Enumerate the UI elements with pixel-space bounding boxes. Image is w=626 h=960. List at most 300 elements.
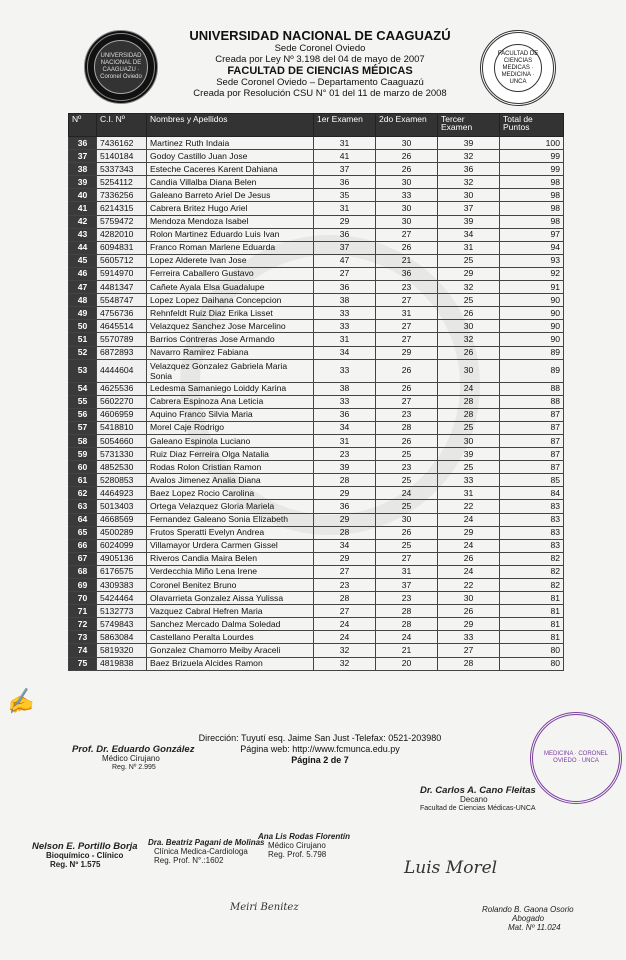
row-exam-3: 24 bbox=[438, 565, 500, 578]
row-total: 88 bbox=[500, 382, 564, 395]
row-ci: 5731330 bbox=[97, 448, 147, 461]
row-exam-1: 37 bbox=[314, 163, 376, 176]
table-row bbox=[69, 176, 564, 189]
row-number: 60 bbox=[69, 461, 97, 474]
table-body bbox=[69, 137, 564, 671]
signature-block-portillo bbox=[32, 842, 138, 869]
header-line-1: Sede Coronel Oviedo bbox=[274, 43, 366, 54]
row-exam-3: 22 bbox=[438, 500, 500, 513]
row-ci: 6094831 bbox=[97, 241, 147, 254]
row-exam-2: 26 bbox=[376, 241, 438, 254]
table-row bbox=[69, 395, 564, 408]
row-name: Velazquez Sanchez Jose Marcelino bbox=[147, 320, 314, 333]
row-exam-2: 30 bbox=[376, 176, 438, 189]
row-exam-3: 24 bbox=[438, 382, 500, 395]
row-exam-3: 29 bbox=[438, 267, 500, 280]
row-exam-2: 25 bbox=[376, 474, 438, 487]
row-exam-2: 28 bbox=[376, 618, 438, 631]
row-total: 97 bbox=[500, 228, 564, 241]
signature-unit: Facultad de Ciencias Médicas-UNCA bbox=[420, 805, 536, 812]
row-exam-1: 29 bbox=[314, 215, 376, 228]
row-exam-3: 30 bbox=[438, 592, 500, 605]
row-number: 70 bbox=[69, 592, 97, 605]
row-ci: 6024099 bbox=[97, 539, 147, 552]
row-exam-3: 32 bbox=[438, 333, 500, 346]
row-name: Ledesma Samaniego Loiddy Karina bbox=[147, 382, 314, 395]
row-exam-2: 27 bbox=[376, 320, 438, 333]
row-total: 90 bbox=[500, 294, 564, 307]
row-exam-3: 32 bbox=[438, 150, 500, 163]
row-exam-1: 24 bbox=[314, 618, 376, 631]
row-total: 89 bbox=[500, 346, 564, 359]
row-number: 37 bbox=[69, 150, 97, 163]
signature-name: Ana Lis Rodas Florentín bbox=[258, 832, 351, 841]
row-exam-2: 26 bbox=[376, 434, 438, 447]
row-exam-1: 28 bbox=[314, 592, 376, 605]
row-ci: 6176575 bbox=[97, 565, 147, 578]
table-row bbox=[69, 215, 564, 228]
row-ci: 4464923 bbox=[97, 487, 147, 500]
row-number: 63 bbox=[69, 500, 97, 513]
row-ci: 4309383 bbox=[97, 579, 147, 592]
row-ci: 5602270 bbox=[97, 395, 147, 408]
row-number: 44 bbox=[69, 241, 97, 254]
col-header-exam-1: 1er Examen bbox=[314, 114, 376, 137]
row-exam-1: 29 bbox=[314, 487, 376, 500]
row-total: 87 bbox=[500, 434, 564, 447]
row-exam-2: 33 bbox=[376, 189, 438, 202]
row-exam-2: 23 bbox=[376, 461, 438, 474]
row-total: 99 bbox=[500, 163, 564, 176]
row-exam-3: 25 bbox=[438, 461, 500, 474]
row-ci: 4819838 bbox=[97, 657, 147, 670]
row-total: 82 bbox=[500, 565, 564, 578]
table-row bbox=[69, 382, 564, 395]
handwritten-name-morel: Luis Morel bbox=[404, 858, 498, 878]
table-row bbox=[69, 333, 564, 346]
row-total: 94 bbox=[500, 241, 564, 254]
signature-reg: Reg. Nº 2.995 bbox=[112, 764, 156, 771]
row-exam-1: 34 bbox=[314, 539, 376, 552]
row-number: 56 bbox=[69, 408, 97, 421]
footer-web: Página web: http://www.fcmunca.edu.py bbox=[240, 744, 400, 754]
row-ci: 5254112 bbox=[97, 176, 147, 189]
table-row bbox=[69, 163, 564, 176]
col-header-name: Nombres y Apellidos bbox=[147, 114, 314, 137]
row-name: Lopez Lopez Daihana Concepcion bbox=[147, 294, 314, 307]
row-number: 75 bbox=[69, 657, 97, 670]
table-row bbox=[69, 294, 564, 307]
signature-name: Dr. Carlos A. Cano Fleitas bbox=[420, 785, 536, 796]
table-row bbox=[69, 579, 564, 592]
row-number: 69 bbox=[69, 579, 97, 592]
document-header bbox=[160, 28, 480, 99]
table-row bbox=[69, 320, 564, 333]
handwritten-signature-left: ✍ bbox=[3, 687, 36, 718]
row-exam-3: 29 bbox=[438, 618, 500, 631]
row-name: Galeano Barreto Ariel De Jesus bbox=[147, 189, 314, 202]
row-ci: 5337343 bbox=[97, 163, 147, 176]
row-ci: 4606959 bbox=[97, 408, 147, 421]
table-row bbox=[69, 448, 564, 461]
row-total: 81 bbox=[500, 605, 564, 618]
signature-title: Clínica Medica-Cardiologa bbox=[154, 847, 248, 856]
row-exam-1: 33 bbox=[314, 320, 376, 333]
faculty-stamp-purple bbox=[530, 712, 622, 804]
row-exam-2: 21 bbox=[376, 644, 438, 657]
row-ci: 4905136 bbox=[97, 552, 147, 565]
signature-block-gaona bbox=[482, 905, 574, 932]
col-header-exam-2: 2do Examen bbox=[376, 114, 438, 137]
signature-reg: Reg. Nº 1.575 bbox=[50, 860, 101, 869]
row-ci: 5605712 bbox=[97, 254, 147, 267]
university-seal-logo bbox=[84, 30, 158, 104]
row-exam-3: 26 bbox=[438, 307, 500, 320]
row-name: Baez Lopez Rocio Carolina bbox=[147, 487, 314, 500]
signature-reg: Reg. Prof. 5.798 bbox=[268, 850, 327, 859]
row-total: 80 bbox=[500, 644, 564, 657]
row-number: 50 bbox=[69, 320, 97, 333]
row-exam-1: 47 bbox=[314, 254, 376, 267]
row-exam-1: 29 bbox=[314, 552, 376, 565]
table-row bbox=[69, 408, 564, 421]
row-number: 43 bbox=[69, 228, 97, 241]
row-total: 83 bbox=[500, 539, 564, 552]
footer-address: Dirección: Tuyutí esq. Jaime San Just -Telefax: 0521-203980 bbox=[198, 733, 442, 743]
row-number: 36 bbox=[69, 137, 97, 150]
table-row bbox=[69, 267, 564, 280]
table-row bbox=[69, 189, 564, 202]
row-exam-2: 29 bbox=[376, 346, 438, 359]
row-exam-2: 26 bbox=[376, 150, 438, 163]
signature-name: Prof. Dr. Eduardo González bbox=[72, 744, 195, 755]
row-exam-1: 24 bbox=[314, 631, 376, 644]
row-number: 62 bbox=[69, 487, 97, 500]
row-ci: 4625536 bbox=[97, 382, 147, 395]
row-name: Navarro Ramirez Fabiana bbox=[147, 346, 314, 359]
row-ci: 4645514 bbox=[97, 320, 147, 333]
row-exam-1: 27 bbox=[314, 605, 376, 618]
table-row bbox=[69, 421, 564, 434]
row-number: 61 bbox=[69, 474, 97, 487]
signature-title: Decano bbox=[460, 795, 488, 804]
row-exam-2: 36 bbox=[376, 267, 438, 280]
row-ci: 5418810 bbox=[97, 421, 147, 434]
row-exam-1: 31 bbox=[314, 202, 376, 215]
row-name: Mendoza Mendoza Isabel bbox=[147, 215, 314, 228]
row-exam-3: 25 bbox=[438, 421, 500, 434]
row-total: 87 bbox=[500, 421, 564, 434]
row-exam-1: 33 bbox=[314, 395, 376, 408]
page-number: Página 2 de 7 bbox=[291, 755, 349, 765]
row-exam-3: 26 bbox=[438, 605, 500, 618]
signature-block-cano bbox=[420, 786, 536, 813]
row-ci: 6872893 bbox=[97, 346, 147, 359]
results-table-container bbox=[68, 113, 563, 671]
signature-block-pagani bbox=[148, 838, 264, 865]
signature-name: Dra. Beatriz Pagani de Molinas bbox=[148, 838, 265, 847]
row-ci: 5013403 bbox=[97, 500, 147, 513]
row-total: 81 bbox=[500, 592, 564, 605]
row-exam-1: 31 bbox=[314, 333, 376, 346]
row-exam-2: 27 bbox=[376, 228, 438, 241]
row-name: Barrios Contreras Jose Armando bbox=[147, 333, 314, 346]
row-exam-1: 36 bbox=[314, 176, 376, 189]
row-total: 89 bbox=[500, 359, 564, 382]
table-row bbox=[69, 137, 564, 150]
row-total: 82 bbox=[500, 579, 564, 592]
table-row bbox=[69, 605, 564, 618]
row-ci: 5140184 bbox=[97, 150, 147, 163]
row-exam-2: 23 bbox=[376, 281, 438, 294]
col-header-total: Total de Puntos bbox=[500, 114, 564, 137]
table-row bbox=[69, 644, 564, 657]
row-name: Cabrera Britez Hugo Ariel bbox=[147, 202, 314, 215]
row-name: Rehnfeldt Ruiz Diaz Erika Lisset bbox=[147, 307, 314, 320]
row-total: 85 bbox=[500, 474, 564, 487]
header-line-3: Sede Coronel Oviedo – Departamento Caaguazú bbox=[216, 77, 424, 88]
row-exam-2: 27 bbox=[376, 294, 438, 307]
row-exam-2: 26 bbox=[376, 526, 438, 539]
table-row bbox=[69, 241, 564, 254]
row-exam-2: 25 bbox=[376, 539, 438, 552]
row-exam-3: 24 bbox=[438, 539, 500, 552]
university-name: UNIVERSIDAD NACIONAL DE CAAGUAZÚ bbox=[189, 28, 451, 43]
table-row bbox=[69, 307, 564, 320]
row-exam-2: 26 bbox=[376, 382, 438, 395]
row-total: 83 bbox=[500, 513, 564, 526]
row-name: Cabrera Espinoza Ana Leticia bbox=[147, 395, 314, 408]
row-name: Riveros Candia Maira Belen bbox=[147, 552, 314, 565]
row-exam-3: 34 bbox=[438, 228, 500, 241]
row-number: 38 bbox=[69, 163, 97, 176]
row-number: 66 bbox=[69, 539, 97, 552]
row-exam-2: 21 bbox=[376, 254, 438, 267]
row-exam-3: 30 bbox=[438, 434, 500, 447]
row-total: 93 bbox=[500, 254, 564, 267]
row-exam-1: 27 bbox=[314, 565, 376, 578]
row-exam-3: 36 bbox=[438, 163, 500, 176]
signature-block-rodas bbox=[258, 832, 350, 859]
row-exam-1: 29 bbox=[314, 513, 376, 526]
signature-block-gonzalez bbox=[72, 745, 194, 772]
row-number: 59 bbox=[69, 448, 97, 461]
row-name: Castellano Peralta Lourdes bbox=[147, 631, 314, 644]
seal-left-text: UNIVERSIDAD NACIONAL DE CAAGUAZU · Coronel Oviedo bbox=[100, 53, 142, 80]
table-row bbox=[69, 202, 564, 215]
row-number: 52 bbox=[69, 346, 97, 359]
row-ci: 7336256 bbox=[97, 189, 147, 202]
row-name: Martinez Ruth Indaia bbox=[147, 137, 314, 150]
row-number: 58 bbox=[69, 434, 97, 447]
row-name: Olavarrieta Gonzalez Aissa Yulissa bbox=[147, 592, 314, 605]
row-exam-2: 27 bbox=[376, 333, 438, 346]
table-row bbox=[69, 228, 564, 241]
row-exam-3: 32 bbox=[438, 281, 500, 294]
signature-reg: Reg. Prof. N°.:1602 bbox=[154, 856, 224, 865]
row-number: 64 bbox=[69, 513, 97, 526]
row-exam-2: 27 bbox=[376, 395, 438, 408]
row-name: Baez Brizuela Alcides Ramon bbox=[147, 657, 314, 670]
row-number: 73 bbox=[69, 631, 97, 644]
row-exam-1: 23 bbox=[314, 448, 376, 461]
row-name: Cañete Ayala Elsa Guadalupe bbox=[147, 281, 314, 294]
col-header-exam-3: Tercer Examen bbox=[438, 114, 500, 137]
row-number: 45 bbox=[69, 254, 97, 267]
row-exam-2: 37 bbox=[376, 579, 438, 592]
row-number: 51 bbox=[69, 333, 97, 346]
row-total: 92 bbox=[500, 267, 564, 280]
table-row bbox=[69, 552, 564, 565]
row-total: 83 bbox=[500, 526, 564, 539]
row-number: 39 bbox=[69, 176, 97, 189]
row-ci: 4756736 bbox=[97, 307, 147, 320]
row-exam-1: 39 bbox=[314, 461, 376, 474]
row-exam-1: 31 bbox=[314, 137, 376, 150]
row-name: Godoy Castillo Juan Jose bbox=[147, 150, 314, 163]
row-number: 67 bbox=[69, 552, 97, 565]
table-row bbox=[69, 281, 564, 294]
signature-reg: Mat. Nº 11.024 bbox=[508, 923, 561, 932]
row-ci: 5570789 bbox=[97, 333, 147, 346]
row-total: 98 bbox=[500, 189, 564, 202]
row-total: 90 bbox=[500, 307, 564, 320]
row-name: Lopez Alderete Ivan Jose bbox=[147, 254, 314, 267]
signature-title: Bioquímico - Clínico bbox=[46, 851, 124, 860]
row-ci: 5424464 bbox=[97, 592, 147, 605]
table-row bbox=[69, 631, 564, 644]
row-exam-2: 25 bbox=[376, 500, 438, 513]
row-number: 54 bbox=[69, 382, 97, 395]
row-name: Coronel Benitez Bruno bbox=[147, 579, 314, 592]
row-exam-3: 28 bbox=[438, 395, 500, 408]
row-ci: 4481347 bbox=[97, 281, 147, 294]
row-exam-3: 32 bbox=[438, 176, 500, 189]
row-exam-3: 25 bbox=[438, 254, 500, 267]
row-exam-1: 31 bbox=[314, 434, 376, 447]
row-exam-2: 28 bbox=[376, 421, 438, 434]
row-exam-3: 30 bbox=[438, 359, 500, 382]
row-number: 68 bbox=[69, 565, 97, 578]
signature-title: Médico Cirujano bbox=[268, 841, 326, 850]
row-exam-1: 28 bbox=[314, 526, 376, 539]
row-exam-3: 33 bbox=[438, 474, 500, 487]
row-name: Ruiz Diaz Ferreira Olga Natalia bbox=[147, 448, 314, 461]
row-exam-2: 30 bbox=[376, 513, 438, 526]
row-total: 80 bbox=[500, 657, 564, 670]
row-total: 87 bbox=[500, 448, 564, 461]
row-exam-3: 26 bbox=[438, 552, 500, 565]
row-total: 82 bbox=[500, 552, 564, 565]
row-ci: 5914970 bbox=[97, 267, 147, 280]
row-total: 98 bbox=[500, 215, 564, 228]
row-total: 88 bbox=[500, 395, 564, 408]
row-total: 87 bbox=[500, 461, 564, 474]
results-table bbox=[68, 113, 564, 671]
row-exam-1: 27 bbox=[314, 267, 376, 280]
row-name: Gonzalez Chamorro Meiby Araceli bbox=[147, 644, 314, 657]
col-header-number: Nº bbox=[69, 114, 97, 137]
row-name: Aquino Franco Silvia Maria bbox=[147, 408, 314, 421]
row-exam-3: 30 bbox=[438, 189, 500, 202]
table-row bbox=[69, 657, 564, 670]
row-exam-1: 36 bbox=[314, 228, 376, 241]
row-exam-3: 30 bbox=[438, 320, 500, 333]
row-exam-1: 32 bbox=[314, 644, 376, 657]
row-name: Frutos Speratti Evelyn Andrea bbox=[147, 526, 314, 539]
table-row bbox=[69, 254, 564, 267]
row-total: 90 bbox=[500, 333, 564, 346]
row-exam-3: 33 bbox=[438, 631, 500, 644]
row-exam-1: 36 bbox=[314, 500, 376, 513]
row-number: 48 bbox=[69, 294, 97, 307]
table-row bbox=[69, 539, 564, 552]
row-ci: 5054660 bbox=[97, 434, 147, 447]
row-exam-3: 37 bbox=[438, 202, 500, 215]
row-exam-3: 26 bbox=[438, 346, 500, 359]
row-exam-2: 25 bbox=[376, 448, 438, 461]
signature-name: Nelson E. Portillo Borja bbox=[32, 841, 138, 852]
table-row bbox=[69, 150, 564, 163]
row-ci: 5759472 bbox=[97, 215, 147, 228]
row-exam-2: 26 bbox=[376, 359, 438, 382]
row-exam-2: 23 bbox=[376, 592, 438, 605]
signature-title: Médico Cirujano bbox=[102, 754, 160, 763]
row-total: 81 bbox=[500, 631, 564, 644]
row-exam-1: 28 bbox=[314, 474, 376, 487]
row-total: 98 bbox=[500, 176, 564, 189]
row-exam-3: 39 bbox=[438, 137, 500, 150]
row-exam-1: 34 bbox=[314, 346, 376, 359]
row-name: Verdecchia Miño Lena Irene bbox=[147, 565, 314, 578]
row-number: 47 bbox=[69, 281, 97, 294]
row-name: Vazquez Cabral Hefren Maria bbox=[147, 605, 314, 618]
col-header-ci: C.I. Nº bbox=[97, 114, 147, 137]
row-exam-3: 25 bbox=[438, 294, 500, 307]
row-ci: 4282010 bbox=[97, 228, 147, 241]
row-exam-3: 39 bbox=[438, 448, 500, 461]
row-number: 46 bbox=[69, 267, 97, 280]
header-line-2: Creada por Ley Nº 3.198 del 04 de mayo de 2007 bbox=[215, 54, 425, 65]
table-row bbox=[69, 513, 564, 526]
row-exam-1: 36 bbox=[314, 408, 376, 421]
row-number: 74 bbox=[69, 644, 97, 657]
signature-name: Rolando B. Gaona Osorio bbox=[482, 905, 574, 914]
table-row bbox=[69, 565, 564, 578]
row-number: 53 bbox=[69, 359, 97, 382]
row-name: Villamayor Urdera Carmen Gissel bbox=[147, 539, 314, 552]
row-exam-3: 31 bbox=[438, 241, 500, 254]
row-ci: 5280853 bbox=[97, 474, 147, 487]
row-number: 65 bbox=[69, 526, 97, 539]
row-exam-3: 27 bbox=[438, 644, 500, 657]
row-ci: 5863084 bbox=[97, 631, 147, 644]
row-name: Galeano Espinola Luciano bbox=[147, 434, 314, 447]
table-row bbox=[69, 618, 564, 631]
row-name: Avalos Jimenez Analia Diana bbox=[147, 474, 314, 487]
row-exam-2: 30 bbox=[376, 215, 438, 228]
table-row bbox=[69, 359, 564, 382]
row-ci: 4852530 bbox=[97, 461, 147, 474]
table-row bbox=[69, 500, 564, 513]
row-exam-1: 41 bbox=[314, 150, 376, 163]
row-number: 71 bbox=[69, 605, 97, 618]
row-number: 40 bbox=[69, 189, 97, 202]
row-exam-1: 36 bbox=[314, 281, 376, 294]
table-row bbox=[69, 487, 564, 500]
row-exam-1: 23 bbox=[314, 579, 376, 592]
header-line-4: Creada por Resolución CSU N° 01 del 11 de marzo de 2008 bbox=[193, 88, 447, 99]
